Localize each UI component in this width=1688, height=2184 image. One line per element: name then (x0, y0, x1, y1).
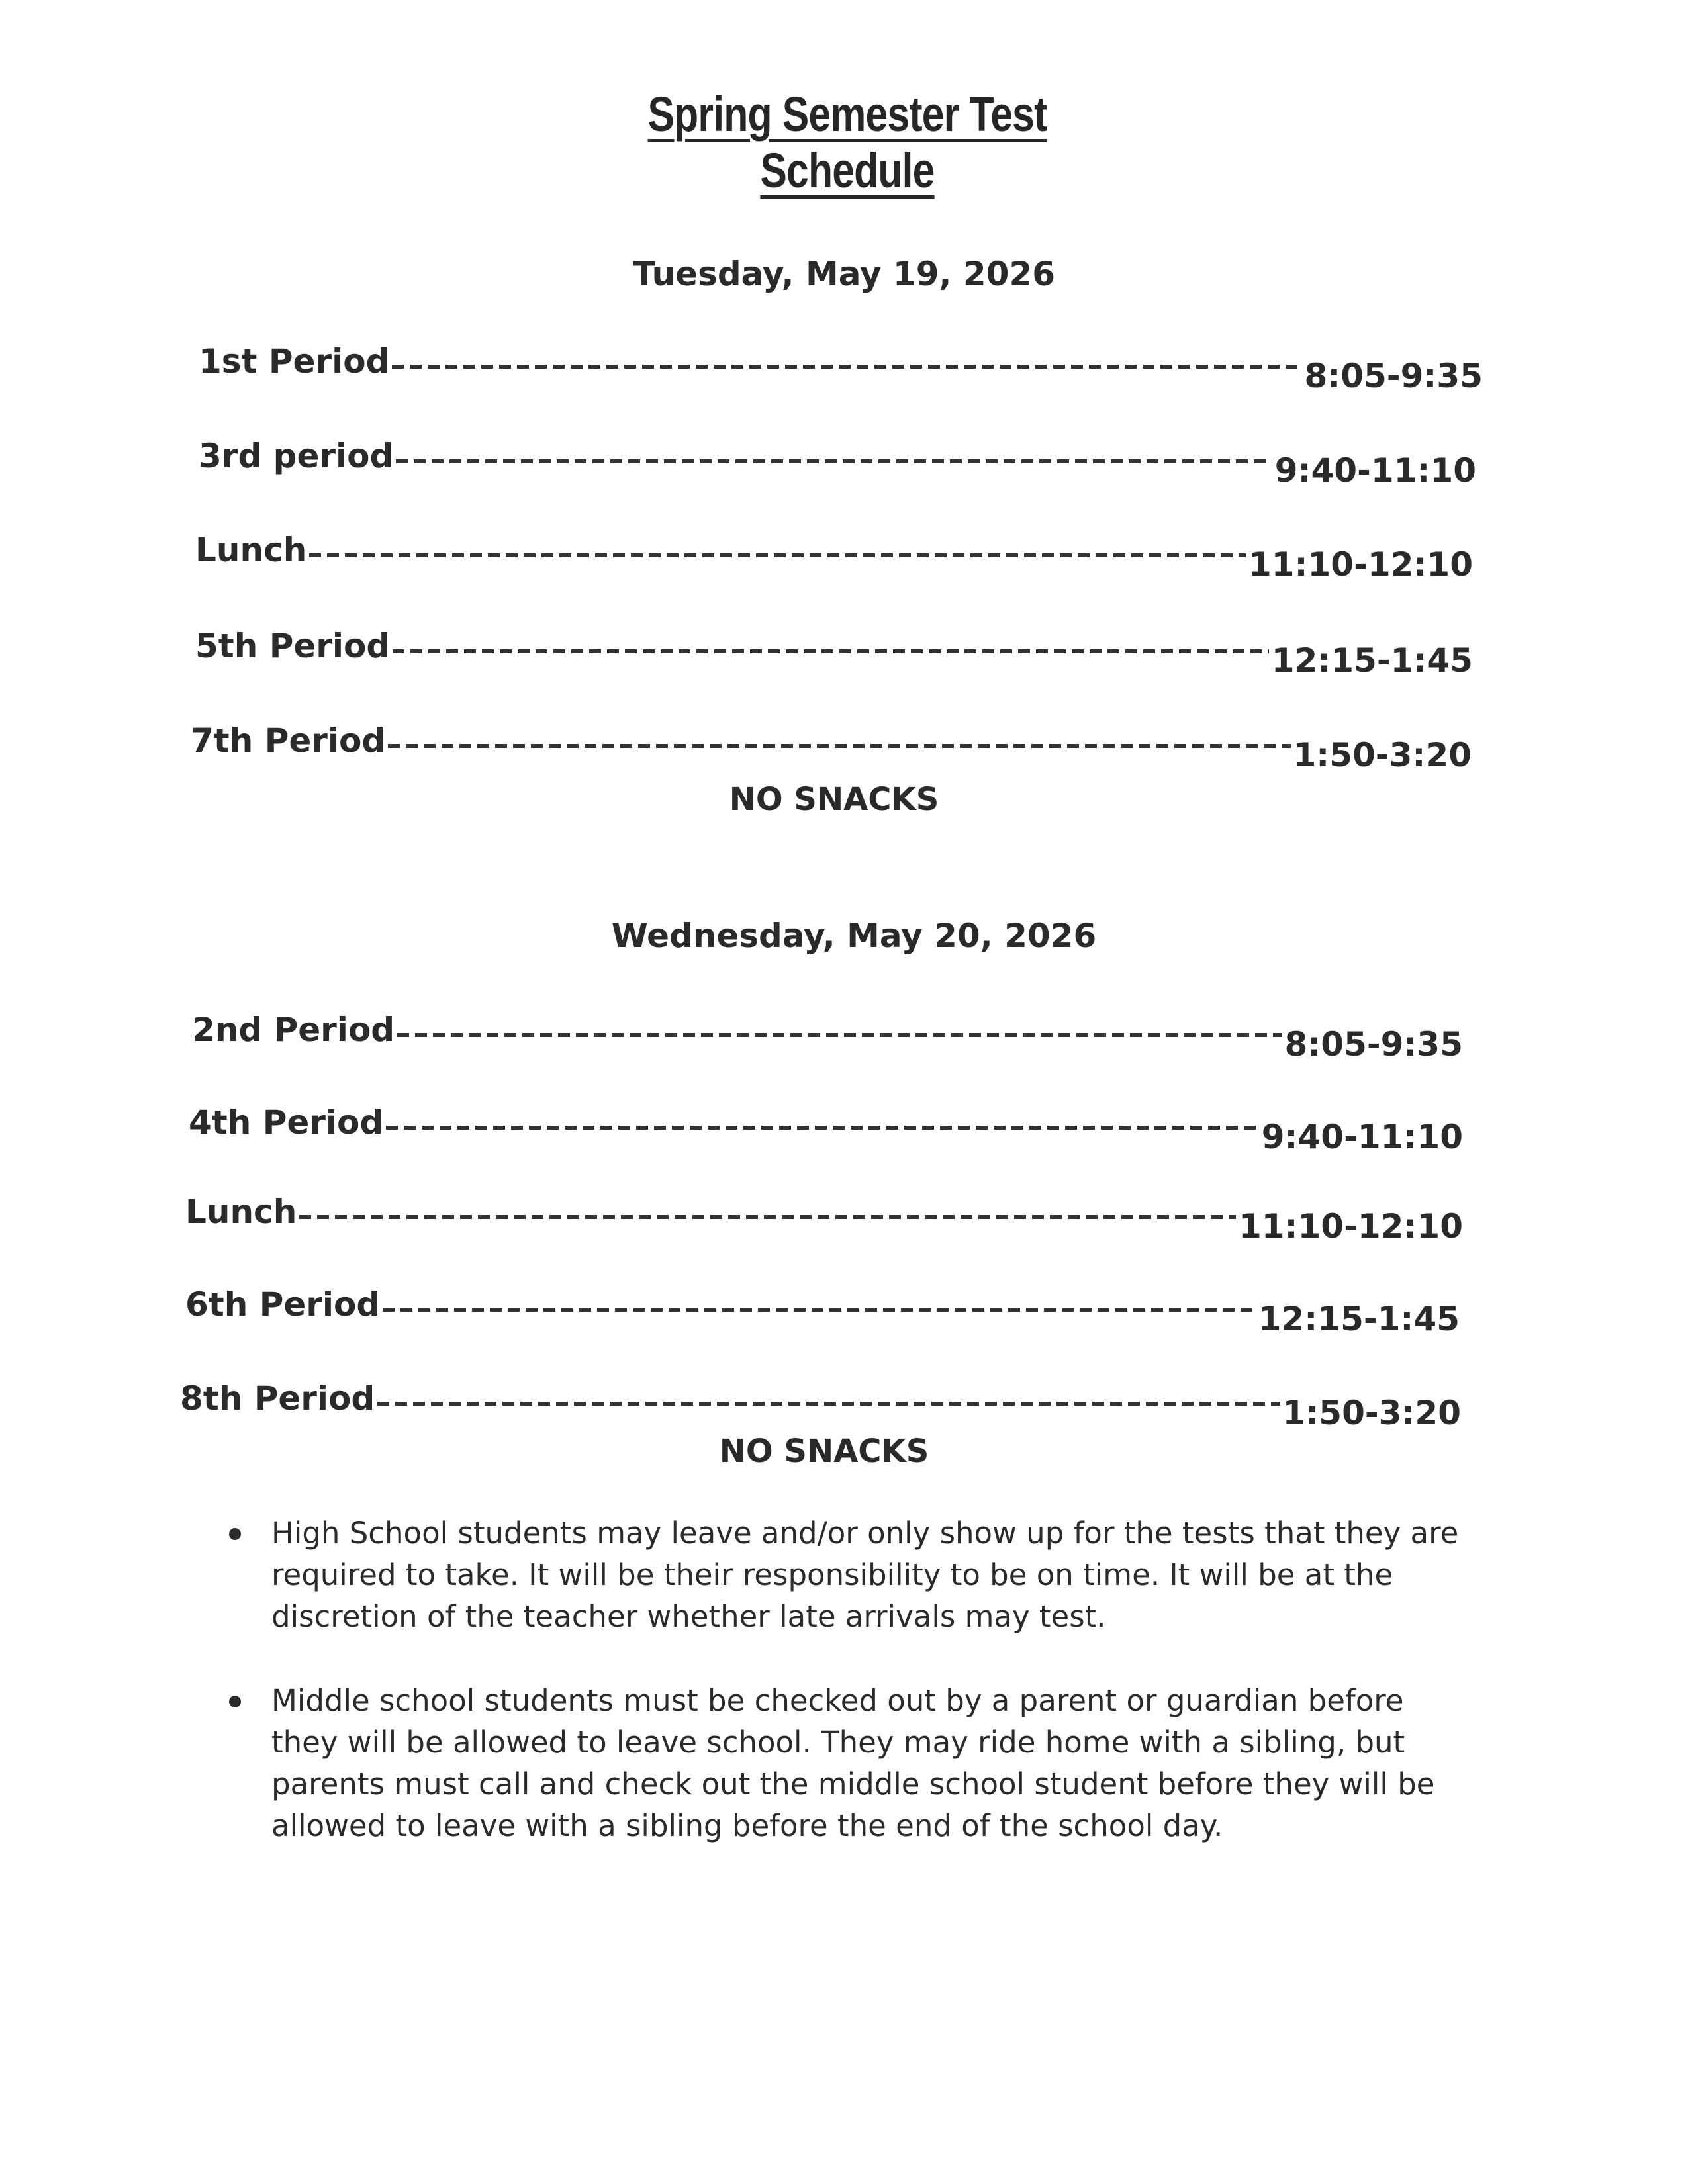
schedule-row (180, 1371, 1461, 1432)
no-snacks-note: NO SNACKS (729, 781, 939, 818)
period-label: 4th Period (189, 1103, 384, 1142)
period-time: 8:05-9:35 (1304, 357, 1483, 395)
schedule-row (195, 523, 1473, 584)
period-label: 2nd Period (192, 1011, 395, 1049)
period-label: 7th Period (191, 721, 386, 760)
bullet-icon (229, 1528, 241, 1540)
day-heading-tuesday: Tuesday, May 19, 2026 (632, 255, 1056, 293)
rules-list (218, 1512, 1476, 1889)
period-label: 5th Period (195, 627, 391, 665)
schedule-row (191, 713, 1472, 774)
bullet-text: Middle school students must be checked out by a parent or guardian before they will be allowed to leave school. They may ride home with a sibling, but parents must call and check out the middle school student before they will be allowed to leave with a sibling before the end of the school day. (271, 1683, 1435, 1843)
no-snacks-note: NO SNACKS (719, 1433, 929, 1470)
dashed-leader (386, 1126, 1259, 1130)
schedule-row (199, 429, 1476, 490)
period-time: 1:50-3:20 (1293, 736, 1472, 774)
period-time: 11:10-12:10 (1248, 545, 1473, 584)
bullet-icon (229, 1696, 241, 1707)
period-time: 11:10-12:10 (1238, 1207, 1463, 1246)
dashed-leader (397, 1033, 1282, 1037)
list-item (218, 1680, 1476, 1846)
period-time: 12:15-1:45 (1271, 641, 1473, 680)
dashed-leader (309, 553, 1246, 557)
period-label: Lunch (185, 1193, 297, 1231)
day-heading-wednesday: Wednesday, May 20, 2026 (611, 917, 1097, 955)
bullet-text: High School students may leave and/or only show up for the tests that they are required to take. It will be their responsibility to be on time. It will be at the discretion of the teacher whether late arrivals may test. (271, 1516, 1459, 1634)
dashed-leader (377, 1402, 1280, 1406)
period-time: 12:15-1:45 (1258, 1300, 1460, 1338)
schedule-row (185, 1277, 1460, 1338)
page-title: Spring Semester Test Schedule (647, 87, 1047, 198)
period-time: 1:50-3:20 (1282, 1394, 1461, 1432)
period-time: 8:05-9:35 (1284, 1025, 1463, 1064)
schedule-row (199, 334, 1483, 395)
dashed-leader (299, 1215, 1236, 1219)
period-time: 9:40-11:10 (1261, 1118, 1463, 1156)
dashed-leader (383, 1308, 1256, 1312)
schedule-row (185, 1185, 1463, 1246)
dashed-leader (396, 459, 1272, 463)
schedule-row (195, 619, 1473, 680)
period-label: 1st Period (199, 342, 390, 381)
period-time: 9:40-11:10 (1274, 451, 1476, 490)
period-label: 3rd period (199, 437, 394, 475)
dashed-leader (388, 744, 1290, 748)
period-label: 6th Period (185, 1285, 381, 1324)
list-item (218, 1512, 1476, 1637)
period-label: Lunch (195, 531, 307, 569)
dashed-leader (393, 649, 1269, 653)
period-label: 8th Period (180, 1379, 375, 1418)
dashed-leader (392, 365, 1301, 369)
schedule-row (189, 1095, 1463, 1156)
schedule-row (192, 1003, 1463, 1064)
